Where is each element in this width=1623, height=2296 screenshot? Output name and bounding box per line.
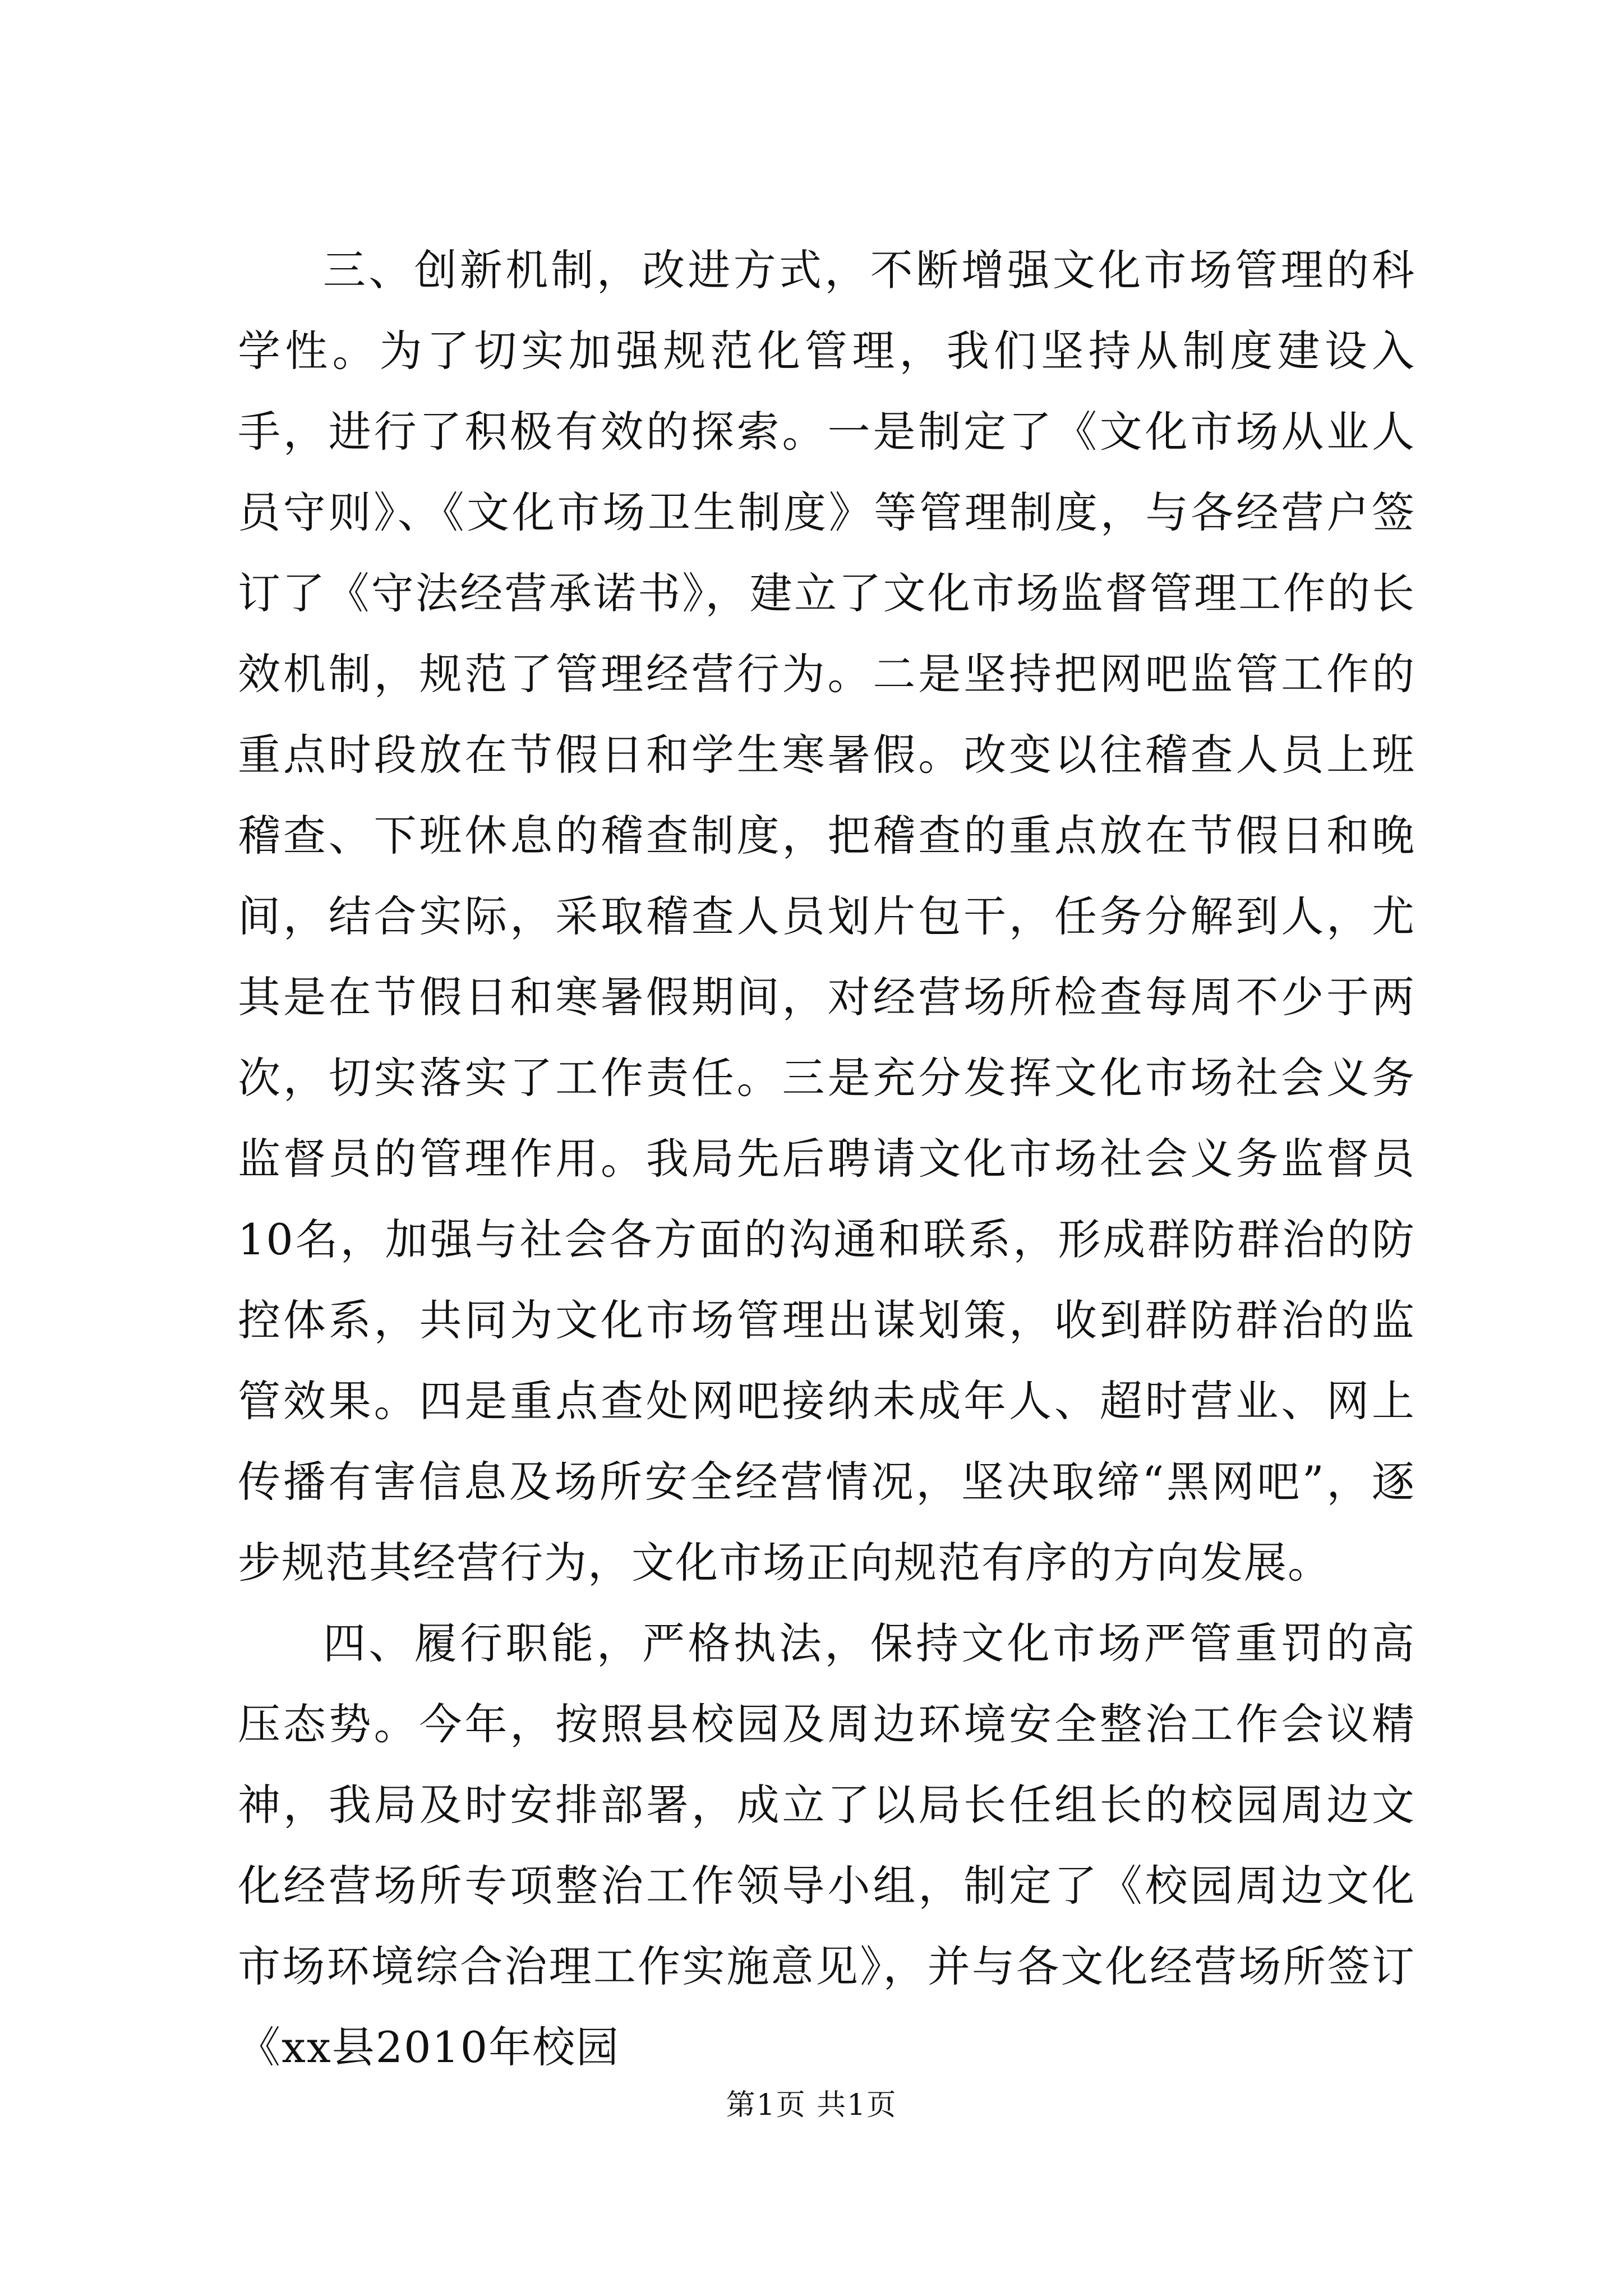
paragraph-2: 四、履行职能，严格执法，保持文化市场严管重罚的高压态势。今年，按照县校园及周边环境安全整治工作会议精神，我局及时安排部署，成立了以局长任组长的校园周边文化经营场所专项整治工作领导小组，制定了《校园周边文化市场环境综合治理工作实施意见》，并与各文化经营场所签订《xx县2010年校园	[238, 1618, 1415, 2072]
page-footer: 第1页 共1页	[726, 2088, 897, 2122]
document-body	[238, 230, 1415, 2088]
paragraph-1: 三、创新机制，改进方式，不断增强文化市场管理的科学性。为了切实加强规范化管理，我们坚持从制度建设入手，进行了积极有效的探索。一是制定了《文化市场从业人员守则》、《文化市场卫生制度》等管理制度，与各经营户签订了《守法经营承诺书》，建立了文化市场监督管理工作的长效机制，规范了管理经营行为。二是坚持把网吧监管工作的重点时段放在节假日和学生寒暑假。改变以往稽查人员上班稽查、下班休息的稽查制度，把稽查的重点放在节假日和晚间，结合实际，采取稽查人员划片包干，任务分解到人，尤其是在节假日和寒暑假期间，对经营场所检查每周不少于两次，切实落实了工作责任。三是充分发挥文化市场社会义务监督员的管理作用。我局先后聘请文化市场社会义务监督员10名，加强与社会各方面的沟通和联系，形成群防群治的防控体系，共同为文化市场管理出谋划策，收到群防群治的监管效果。四是重点查处网吧接纳未成年人、超时营业、网上传播有害信息及场所安全经营情况，坚决取缔“黑网吧”，逐步规范其经营行为，文化市场正向规范有序的方向发展。	[238, 245, 1415, 1588]
